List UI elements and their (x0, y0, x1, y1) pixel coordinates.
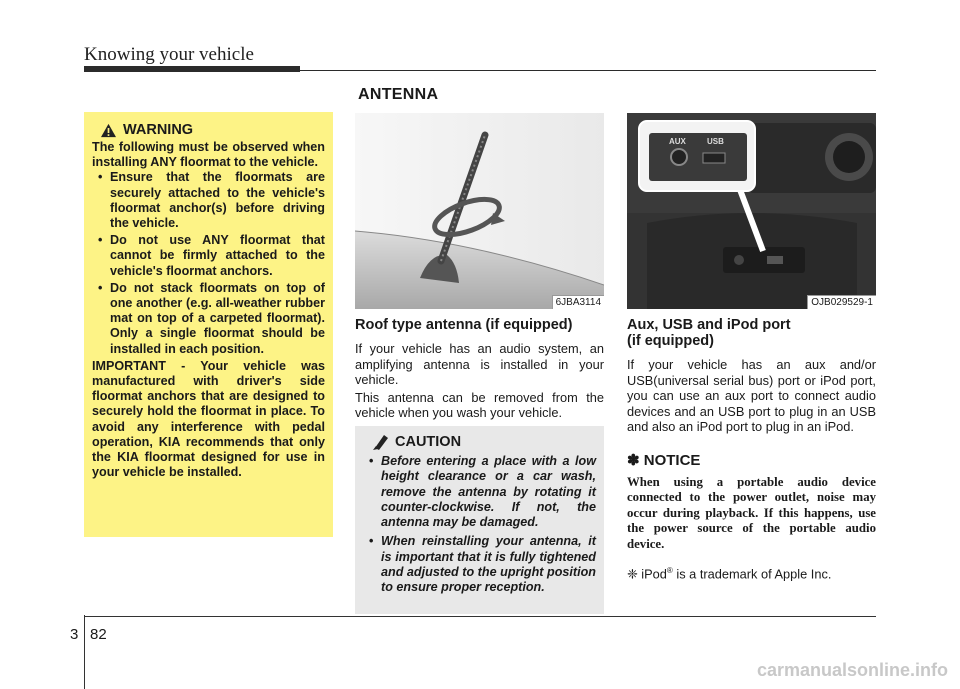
warning-list (92, 170, 325, 356)
caution-list (363, 454, 596, 596)
trademark-note (627, 566, 876, 582)
caution-title: CAUTION (395, 434, 462, 450)
roof-antenna-para2: This antenna can be removed from the vehicle when you wash your vehicle. (355, 389, 604, 420)
caution-item: • When reinstalling your antenna, it is important that it is fully tightened and adjusted to the upright position to ensure proper reception. (363, 534, 596, 595)
trademark-prefix: ❈ iPod (627, 566, 667, 582)
caution-header (373, 434, 596, 450)
warning-important: IMPORTANT - Your vehicle was manufactured with driver's side floormat anchors that are designed to securely hold the floormat in place. To avoid any interference with pedal operation, KIA recommends that only the KIA floormat designed for use in your vehicle be installed. (92, 358, 325, 480)
caution-icon (373, 434, 389, 450)
registered-mark: ® (666, 566, 673, 575)
page-header-title: Knowing your vehicle (84, 44, 254, 65)
aux-usb-title-sub: (if equipped) (627, 333, 714, 349)
caution-item: • Before entering a place with a low height clearance or a car wash, remove the antenna by rotating it counter-clockwise. If not, the antenna may be damaged. (363, 454, 596, 530)
roof-antenna-title: Roof type antenna (if equipped) (355, 317, 573, 333)
aux-port-drawing (627, 113, 876, 309)
aux-port-label: AUX (669, 137, 686, 146)
notice-body: When using a portable audio device connected to the power outlet, noise may occur during playback. If this happens, use the power source of the portable audio device. (627, 474, 876, 551)
footer-divider (84, 615, 85, 689)
caution-box (355, 426, 604, 614)
warning-item: • Do not use ANY floormat that cannot be firmly attached to the vehicle's floormat anchors. (92, 233, 325, 279)
aux-usb-para: If your vehicle has an aux and/or USB(universal serial bus) port or iPod port, you can use an aux port to connect audio devices and an USB port to plug in an USB and also an iPod port to plug in an iPod. (627, 357, 876, 434)
warning-intro: The following must be observed when installing ANY floormat to the vehicle. (92, 140, 325, 170)
warning-header (100, 122, 325, 138)
aux-usb-title: Aux, USB and iPod port (627, 317, 791, 333)
antenna-illustration (355, 113, 604, 309)
roof-antenna-para1: If your vehicle has an audio system, an amplifying antenna is installed in your vehicle. (355, 341, 604, 387)
notice-title: ✽ NOTICE (627, 451, 701, 469)
usb-port-label: USB (707, 137, 724, 146)
warning-title: WARNING (123, 122, 194, 138)
trademark-suffix: is a trademark of Apple Inc. (672, 566, 832, 582)
header-bar (84, 66, 300, 72)
aux-usb-section (627, 317, 876, 582)
watermark: carmanualsonline.info (756, 660, 948, 680)
footer-rule (84, 616, 876, 617)
warning-item: • Ensure that the floormats are securely attached to the vehicle's floormat anchor(s) before driving the vehicle. (92, 170, 325, 231)
antenna-image-code: 6JBA3114 (552, 295, 604, 309)
aux-port-photo (627, 113, 876, 309)
warning-item: • Do not stack floormats on top of one another (e.g. all-weather rubber mat on top of a carpeted floormat). Only a single floormat should be installed in each position. (92, 281, 325, 357)
aux-image-code: OJB029529-1 (807, 295, 876, 309)
warning-icon (100, 123, 117, 138)
header-rule (300, 70, 876, 71)
roof-antenna-section (355, 317, 604, 421)
antenna-drawing (355, 113, 604, 309)
warning-box (84, 112, 333, 537)
page-number: 82 (90, 626, 107, 643)
section-title: ANTENNA (358, 86, 439, 103)
chapter-number: 3 (70, 626, 79, 643)
